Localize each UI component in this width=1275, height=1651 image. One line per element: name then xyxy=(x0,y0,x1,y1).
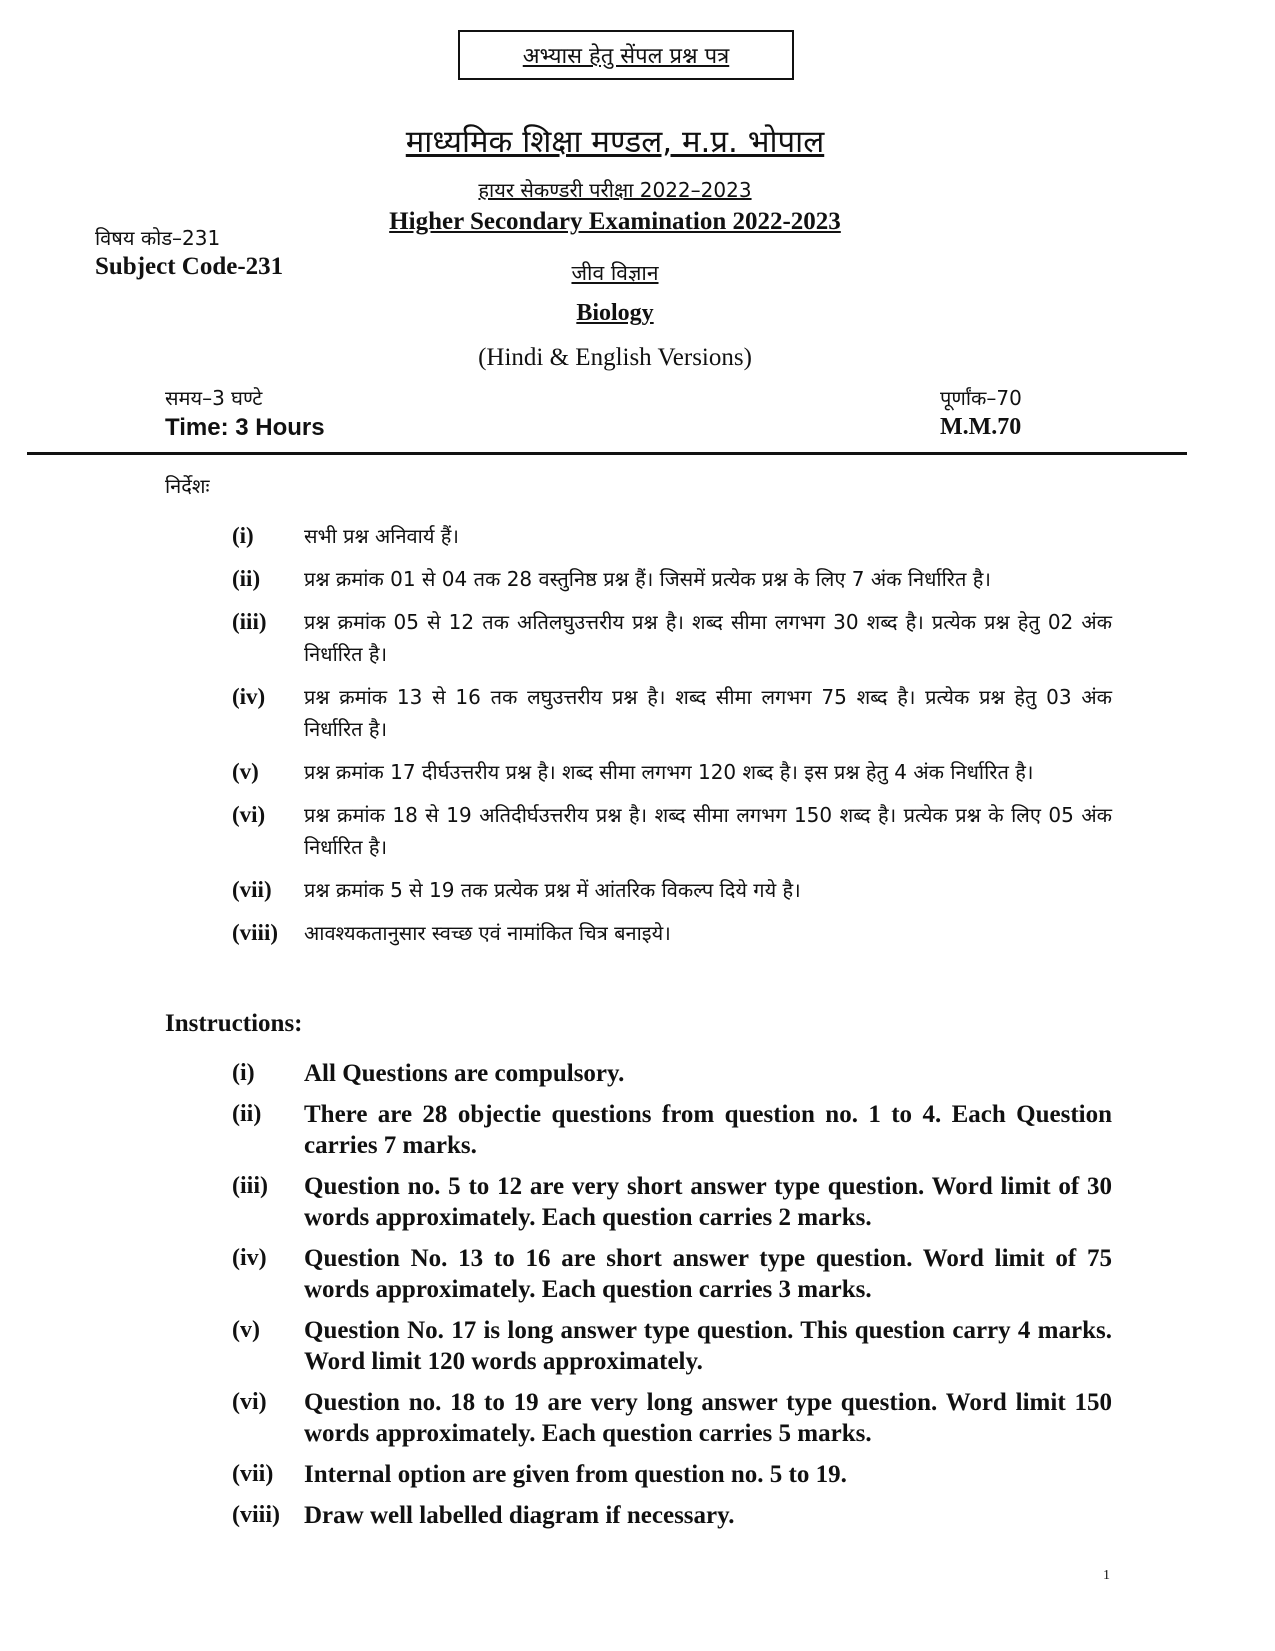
list-item xyxy=(232,1171,1112,1233)
list-item xyxy=(232,1099,1112,1161)
item-text: प्रश्न क्रमांक 17 दीर्घउत्तरीय प्रश्न है। शब्द सीमा लगभग 120 शब्द है। इस प्रश्न हेतु 4 अंक निर्धारित है। xyxy=(304,760,1034,784)
list-item xyxy=(232,1315,1112,1377)
list-item xyxy=(232,681,1112,745)
max-marks-hindi: पूर्णांक–70 xyxy=(940,386,1022,410)
instructions-list-english xyxy=(232,1058,1112,1541)
list-item xyxy=(232,563,1112,595)
item-number: (viii) xyxy=(232,1502,280,1528)
time-english: Time: 3 Hours xyxy=(165,414,325,441)
max-marks-english: M.M.70 xyxy=(940,414,1022,440)
time-hindi: समय–3 घण्टे xyxy=(165,386,263,410)
item-text: Internal option are given from question no. 5 to 19. xyxy=(304,1461,847,1488)
item-number: (i) xyxy=(232,1060,255,1086)
item-text: Draw well labelled diagram if necessary. xyxy=(304,1502,735,1529)
item-text: प्रश्न क्रमांक 18 से 19 अतिदीर्घउत्तरीय प्रश्न है। शब्द सीमा लगभग 150 शब्द है। प्रत्येक प्रश्न के लिए 05 अंक निर्धारित है। xyxy=(304,803,1112,859)
directions-heading: निर्देशः xyxy=(165,474,210,498)
item-number: (i) xyxy=(232,523,254,548)
list-item xyxy=(232,1500,1112,1531)
item-number: (viii) xyxy=(232,920,278,945)
item-number: (iii) xyxy=(232,1173,268,1199)
list-item xyxy=(232,606,1112,670)
item-number: (v) xyxy=(232,1317,260,1343)
item-text: आवश्यकतानुसार स्वच्छ एवं नामांकित चित्र बनाइये। xyxy=(304,921,671,945)
list-item xyxy=(232,1058,1112,1089)
instructions-heading: Instructions: xyxy=(165,1010,303,1037)
item-text: प्रश्न क्रमांक 13 से 16 तक लघुउत्तरीय प्रश्न है। शब्द सीमा लगभग 75 शब्द है। प्रत्येक प्रश्न हेतु 03 अंक निर्धारित है। xyxy=(304,685,1112,741)
page-number: 1 xyxy=(1103,1568,1110,1583)
item-text: प्रश्न क्रमांक 05 से 12 तक अतिलघुउत्तरीय प्रश्न है। शब्द सीमा लगभग 30 शब्द है। प्रत्येक प्रश्न हेतु 02 अंक निर्धारित है। xyxy=(304,610,1112,666)
item-text: प्रश्न क्रमांक 5 से 19 तक प्रत्येक प्रश्न में आंतरिक विकल्प दिये गये है। xyxy=(304,878,801,902)
item-number: (ii) xyxy=(232,1101,262,1127)
list-item xyxy=(232,874,1112,906)
item-number: (vi) xyxy=(232,1389,267,1415)
item-text: Question no. 5 to 12 are very short answer type question. Word limit of 30 words approximately. Each question carries 2 marks. xyxy=(304,1173,1112,1231)
item-number: (vii) xyxy=(232,1461,274,1487)
subject-code-english: Subject Code-231 xyxy=(95,253,284,280)
subject-english: Biology xyxy=(576,300,654,326)
item-text: All Questions are compulsory. xyxy=(304,1060,625,1087)
item-number: (v) xyxy=(232,759,259,784)
list-item xyxy=(232,1243,1112,1305)
list-item xyxy=(232,1387,1112,1449)
practice-paper-label: अभ्यास हेतु सेंपल प्रश्न पत्र xyxy=(458,30,794,80)
versions-note: (Hindi & English Versions) xyxy=(478,344,752,371)
list-item xyxy=(232,756,1112,788)
item-number: (iii) xyxy=(232,609,267,634)
item-text: सभी प्रश्न अनिवार्य हैं। xyxy=(304,524,460,548)
item-text: Question no. 18 to 19 are very long answer type question. Word limit 150 words approximately. Each question carries 5 marks. xyxy=(304,1389,1112,1447)
item-number: (vii) xyxy=(232,877,272,902)
subject-code-hindi: विषय कोड–231 xyxy=(95,226,221,250)
list-item xyxy=(232,799,1112,863)
directions-list-hindi xyxy=(232,520,1112,960)
subject-hindi: जीव विज्ञान xyxy=(571,261,659,285)
list-item xyxy=(232,520,1112,552)
item-number: (iv) xyxy=(232,684,266,709)
item-number: (ii) xyxy=(232,566,261,591)
exam-title-english: Higher Secondary Examination 2022-2023 xyxy=(389,208,841,235)
item-text: Question No. 13 to 16 are short answer type question. Word limit of 75 words approximately. Each question carries 3 marks. xyxy=(304,1245,1112,1303)
item-number: (vi) xyxy=(232,802,266,827)
header-divider xyxy=(27,452,1187,455)
item-text: Question No. 17 is long answer type question. This question carry 4 marks. Word limit 120 words approximately. xyxy=(304,1317,1112,1375)
item-text: प्रश्न क्रमांक 01 से 04 तक 28 वस्तुनिष्ठ प्रश्न हैं। जिसमें प्रत्येक प्रश्न के लिए 7 अंक निर्धारित है। xyxy=(304,567,991,591)
exam-title-hindi: हायर सेकण्डरी परीक्षा 2022–2023 xyxy=(478,178,752,202)
item-text: There are 28 objectie questions from question no. 1 to 4. Each Question carries 7 marks. xyxy=(304,1101,1112,1159)
item-number: (iv) xyxy=(232,1245,267,1271)
list-item xyxy=(232,1459,1112,1490)
list-item xyxy=(232,917,1112,949)
board-name: माध्यमिक शिक्षा मण्डल, म.प्र. भोपाल xyxy=(405,124,825,160)
